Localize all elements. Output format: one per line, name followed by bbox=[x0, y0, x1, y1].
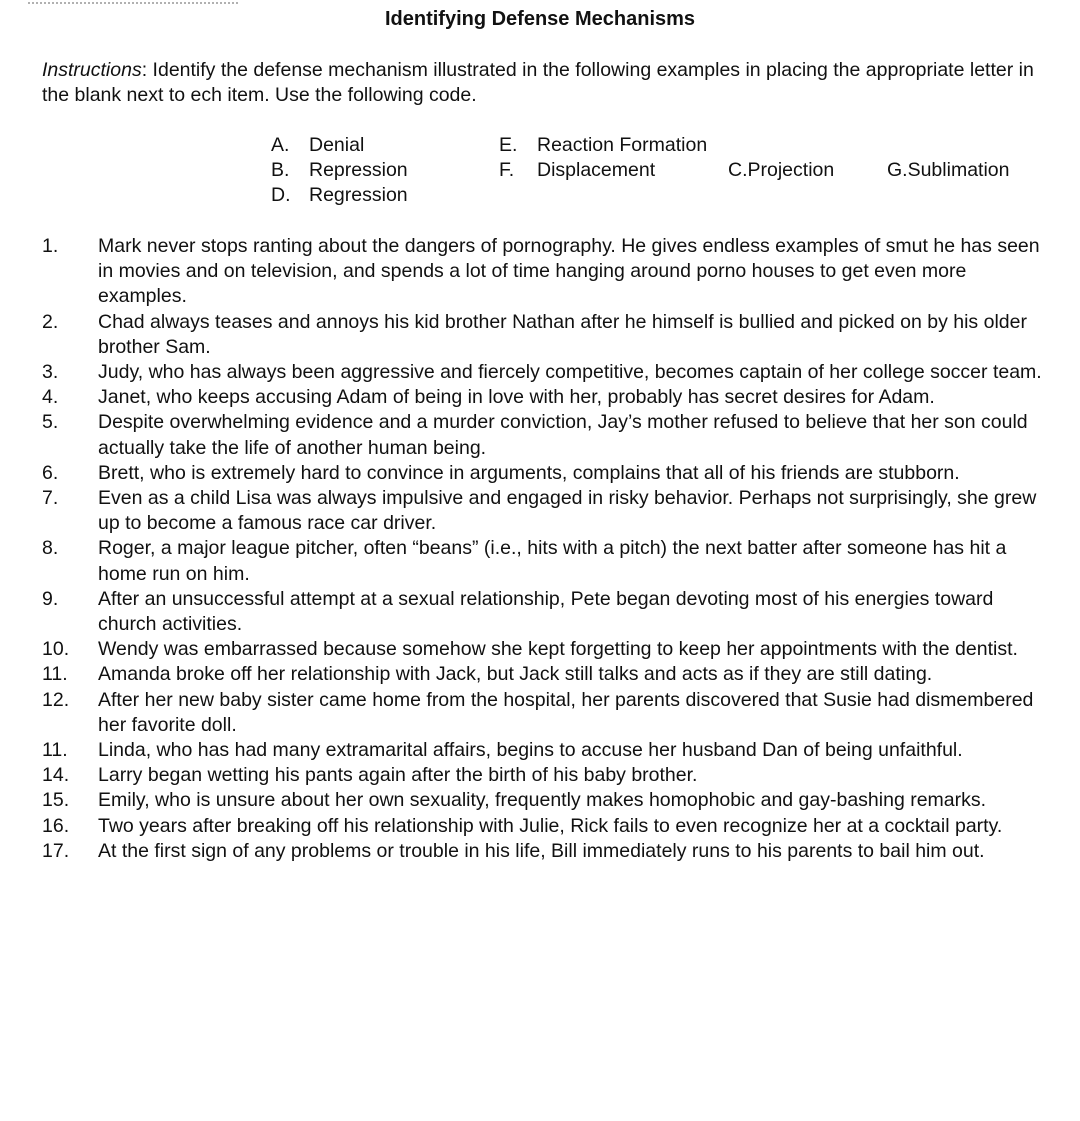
item-number: 1. bbox=[42, 235, 59, 257]
list-item bbox=[42, 234, 1042, 310]
list-item bbox=[42, 814, 1042, 839]
item-number: 5. bbox=[42, 411, 59, 434]
list-item bbox=[42, 486, 1042, 536]
item-text: Roger, a major league pitcher, often “beans” (i.e., hits with a pitch) the next batter after someone has hit a home run on him. bbox=[98, 537, 1007, 585]
list-item bbox=[42, 839, 1042, 864]
code-letter: E. bbox=[499, 134, 518, 156]
item-number: 3. bbox=[42, 361, 59, 384]
item-number: 7. bbox=[42, 487, 59, 510]
list-item bbox=[42, 738, 1042, 763]
code-name: Reaction Formation bbox=[537, 134, 708, 156]
list-item bbox=[42, 788, 1042, 813]
item-text: Amanda broke off her relationship with Jack, but Jack still talks and acts as if they are still dating. bbox=[98, 663, 933, 686]
code-g: G.Sublimation bbox=[887, 159, 1010, 181]
item-list bbox=[42, 234, 1042, 864]
item-text: Two years after breaking off his relationship with Julie, Rick fails to even recognize her at a cocktail party. bbox=[98, 814, 1003, 837]
item-text: Chad always teases and annoys his kid brother Nathan after he himself is bullied and picked on by his older brother Sam. bbox=[98, 310, 1027, 358]
item-number: 17. bbox=[42, 839, 70, 862]
code-name: Denial bbox=[309, 134, 365, 156]
torn-header-edge bbox=[28, 0, 238, 4]
item-text: Janet, who keeps accusing Adam of being in love with her, probably has secret desires for Adam. bbox=[98, 386, 935, 409]
list-item bbox=[42, 688, 1042, 738]
item-number: 12. bbox=[42, 688, 70, 711]
item-number: 9. bbox=[42, 587, 59, 610]
item-text: At the first sign of any problems or trouble in his life, Bill immediately runs to his parents to bail him out. bbox=[98, 839, 985, 862]
item-text: Despite overwhelming evidence and a murder conviction, Jay’s mother refused to believe that her son could actually take the life of another human being. bbox=[98, 411, 1028, 459]
item-text: After her new baby sister came home from the hospital, her parents discovered that Susie had dismembered her favorite doll. bbox=[98, 688, 1034, 736]
item-number: 11. bbox=[42, 663, 68, 686]
code-letter: D. bbox=[271, 184, 291, 206]
list-item bbox=[42, 360, 1042, 385]
code-d bbox=[271, 183, 408, 208]
item-text: Emily, who is unsure about her own sexuality, frequently makes homophobic and gay-bashing remarks. bbox=[98, 789, 987, 812]
item-number: 8. bbox=[42, 537, 59, 560]
list-item bbox=[42, 310, 1042, 360]
code-letter: A. bbox=[271, 134, 290, 156]
item-text: Mark never stops ranting about the dangers of pornography. He gives endless examples of smut he has seen in movies and on television, and spends a lot of time hanging around porno houses to get even more examples. bbox=[98, 235, 1040, 308]
list-item bbox=[42, 662, 1042, 687]
list-item bbox=[42, 410, 1042, 460]
item-text: After an unsuccessful attempt at a sexual relationship, Pete began devoting most of his energies toward church activities. bbox=[98, 587, 994, 636]
page-title: Identifying Defense Mechanisms bbox=[384, 8, 696, 30]
item-text: Linda, who has had many extramarital affairs, begins to accuse her husband Dan of being unfaithful. bbox=[98, 739, 963, 762]
instructions bbox=[42, 58, 1042, 108]
code-c: C.Projection bbox=[728, 159, 835, 181]
item-number: 11. bbox=[42, 739, 68, 762]
code-e bbox=[499, 133, 707, 158]
item-number: 15. bbox=[42, 789, 70, 812]
code-letter: F. bbox=[499, 159, 515, 181]
list-item bbox=[42, 637, 1042, 662]
list-item bbox=[42, 385, 1042, 410]
list-item bbox=[42, 763, 1042, 788]
code-b bbox=[271, 158, 408, 183]
code-name: Displacement bbox=[537, 159, 656, 181]
item-text: Brett, who is extremely hard to convince in arguments, complains that all of his friends are stubborn. bbox=[98, 461, 960, 484]
code-name: Regression bbox=[309, 184, 408, 206]
item-text: Even as a child Lisa was always impulsive and engaged in risky behavior. Perhaps not surprisingly, she grew up to become a famous race car driver. bbox=[98, 487, 1037, 535]
item-text: Judy, who has always been aggressive and fiercely competitive, becomes captain of her college soccer team. bbox=[98, 361, 1042, 384]
item-number: 14. bbox=[42, 764, 70, 787]
code-a bbox=[271, 133, 364, 158]
item-number: 4. bbox=[42, 386, 59, 409]
item-text: Larry began wetting his pants again after the birth of his baby brother. bbox=[98, 764, 698, 787]
list-item bbox=[42, 536, 1042, 586]
item-number: 6. bbox=[42, 461, 59, 484]
item-number: 2. bbox=[42, 310, 59, 333]
instructions-label: Instructions bbox=[42, 59, 142, 81]
item-number: 16. bbox=[42, 814, 70, 837]
code-f bbox=[499, 158, 655, 183]
item-number: 10. bbox=[42, 638, 70, 661]
instructions-text: : Identify the defense mechanism illustrated in the following examples in placing the appropriate letter in the blank next to ech item. Use the following code. bbox=[42, 59, 1034, 106]
list-item bbox=[42, 587, 1042, 637]
list-item bbox=[42, 461, 1042, 486]
code-letter: B. bbox=[271, 159, 290, 181]
code-name: Repression bbox=[309, 159, 408, 181]
item-text: Wendy was embarrassed because somehow she kept forgetting to keep her appointments with the dentist. bbox=[98, 638, 1018, 661]
